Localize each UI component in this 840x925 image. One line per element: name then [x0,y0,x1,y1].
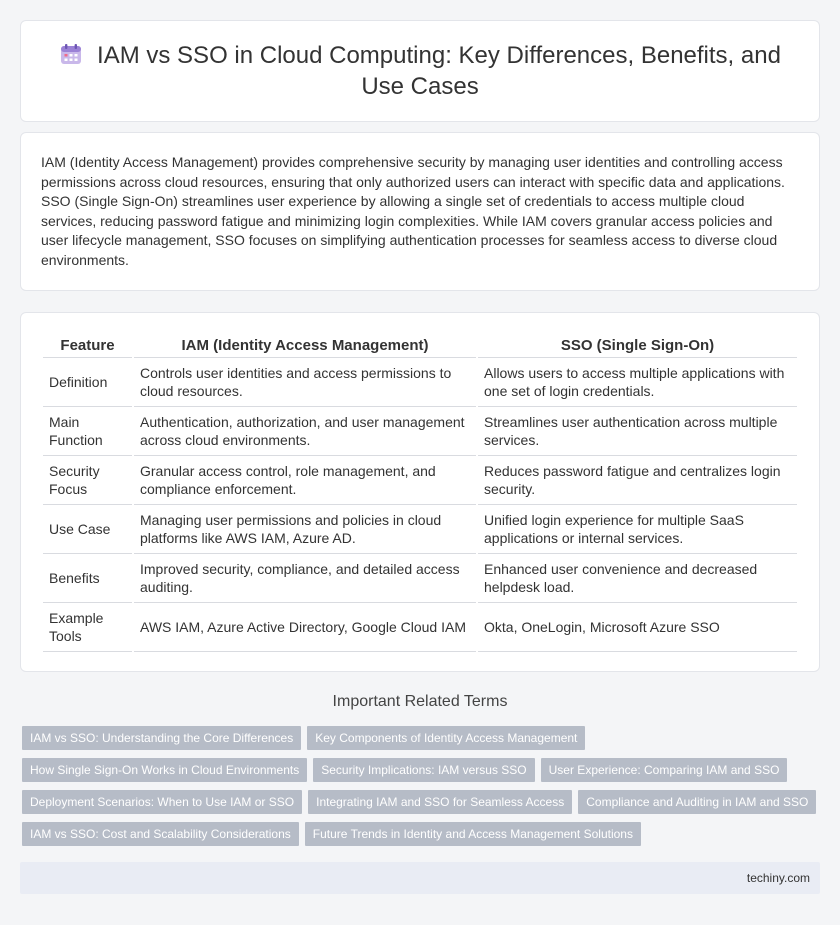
table-row [43,358,797,407]
iam-cell: Improved security, compliance, and detailed access auditing. [134,554,476,603]
footer-site-link[interactable]: techiny.com [746,871,810,885]
iam-cell: Authentication, authorization, and user management across cloud environments. [134,407,476,456]
sso-cell: Okta, OneLogin, Microsoft Azure SSO [478,603,797,652]
table-row [43,407,797,456]
footer [20,862,820,894]
feature-cell: Benefits [43,554,132,603]
iam-cell: Controls user identities and access permissions to cloud resources. [134,358,476,407]
iam-cell: AWS IAM, Azure Active Directory, Google Cloud IAM [134,603,476,652]
related-term-tag[interactable]: Compliance and Auditing in IAM and SSO [578,790,816,814]
sso-cell: Unified login experience for multiple SaaS applications or internal services. [478,505,797,554]
table-row [43,554,797,603]
column-header-iam: IAM (Identity Access Management) [134,331,476,358]
title-card [20,20,820,122]
table-row [43,505,797,554]
table-row [43,456,797,505]
feature-cell: Security Focus [43,456,132,505]
page-title-text: IAM vs SSO in Cloud Computing: Key Differences, Benefits, and Use Cases [97,41,781,100]
intro-card [20,132,820,291]
related-term-tag[interactable]: Security Implications: IAM versus SSO [313,758,534,782]
related-terms-heading: Important Related Terms [332,693,508,710]
related-term-tag[interactable]: Integrating IAM and SSO for Seamless Access [308,790,572,814]
feature-cell: Example Tools [43,603,132,652]
iam-cell: Managing user permissions and policies in cloud platforms like AWS IAM, Azure AD. [134,505,476,554]
calendar-icon [59,42,83,73]
related-term-tag[interactable]: Key Components of Identity Access Management [307,726,585,750]
intro-paragraph: IAM (Identity Access Management) provides comprehensive security by managing user identities and controlling access permissions across cloud resources, ensuring that only authorized users can interact with specific data and applications. SSO (Single Sign-On) streamlines user experience by allowing a single set of credentials to access multiple cloud services, reducing password fatigue and minimizing login complexities. While IAM covers granular access policies and user lifecycle management, SSO focuses on simplifying authentication processes for seamless access to diverse cloud environments. [41,154,785,268]
feature-cell: Definition [43,358,132,407]
comparison-table [41,331,799,652]
column-header-feature: Feature [43,331,132,358]
sso-cell: Streamlines user authentication across multiple services. [478,407,797,456]
comparison-table-card [20,312,820,672]
table-header-row [43,331,797,358]
related-term-tag[interactable]: IAM vs SSO: Cost and Scalability Considerations [22,822,299,846]
related-term-tag[interactable]: User Experience: Comparing IAM and SSO [541,758,788,782]
related-term-tag[interactable]: IAM vs SSO: Understanding the Core Differences [22,726,301,750]
feature-cell: Use Case [43,505,132,554]
iam-cell: Granular access control, role management, and compliance enforcement. [134,456,476,505]
sso-cell: Reduces password fatigue and centralizes login security. [478,456,797,505]
table-row [43,603,797,652]
sso-cell: Allows users to access multiple applications with one set of login credentials. [478,358,797,407]
related-terms-list [22,726,822,846]
related-term-tag[interactable]: Deployment Scenarios: When to Use IAM or SSO [22,790,302,814]
column-header-sso: SSO (Single Sign-On) [478,331,797,358]
related-term-tag[interactable]: How Single Sign-On Works in Cloud Environments [22,758,307,782]
page-title [51,42,789,101]
feature-cell: Main Function [43,407,132,456]
related-term-tag[interactable]: Future Trends in Identity and Access Management Solutions [305,822,641,846]
sso-cell: Enhanced user convenience and decreased helpdesk load. [478,554,797,603]
